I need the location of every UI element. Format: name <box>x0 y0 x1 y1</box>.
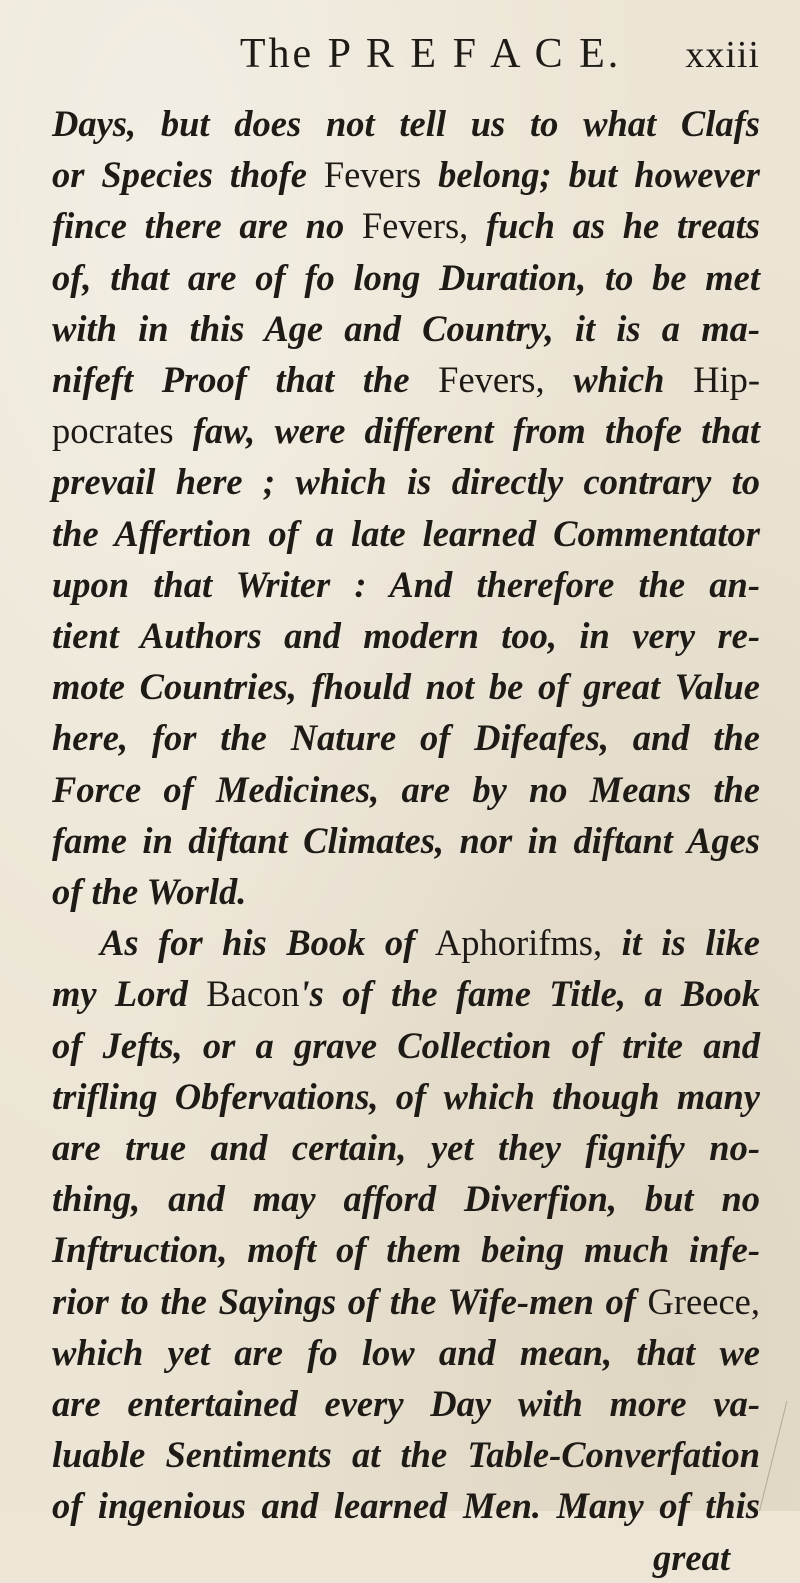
text-line <box>52 1276 760 1327</box>
italic-text-run: which yet are fo low and mean, that we <box>52 1331 760 1373</box>
roman-text-run: Greece, <box>647 1280 760 1322</box>
italic-text-run: luable Sentiments at the Table-Converfation <box>52 1434 760 1476</box>
roman-text-run: Aphorifms, <box>434 922 603 964</box>
text-line <box>52 1224 760 1275</box>
text-line <box>52 866 760 917</box>
italic-text-run: fame in diftant Climates, nor in diftant Ages <box>52 819 760 861</box>
italic-text-run: of Jefts, or a grave Collection of trite and <box>52 1024 760 1066</box>
text-line <box>52 559 760 610</box>
italic-text-run: it is like <box>602 922 761 964</box>
italic-text-run: tient Authors and modern too, in very re- <box>52 615 760 657</box>
text-line <box>52 1071 760 1122</box>
roman-text-run: Fevers <box>323 154 422 196</box>
italic-text-run: here, for the Nature of Difeafes, and the <box>52 717 760 759</box>
italic-text-run: prevail here ; which is directly contrary to <box>52 461 760 503</box>
text-line <box>52 1480 760 1531</box>
text-line <box>52 712 760 763</box>
text-line <box>52 1173 760 1224</box>
roman-text-run: Fevers, <box>438 359 545 401</box>
italic-text-run: are true and certain, yet they fignify no- <box>52 1127 760 1169</box>
italic-text-run: faw, were different from thofe that <box>173 410 760 452</box>
italic-text-run: As for his Book of <box>100 922 435 964</box>
italic-text-run: fince there are no <box>52 205 362 247</box>
text-line <box>52 661 760 712</box>
roman-text-run: Fevers, <box>361 205 469 247</box>
italic-text-run: rior to the Sayings of the Wife-men of <box>52 1280 648 1322</box>
running-title: The P R E F A C E. <box>239 31 622 77</box>
italic-text-run: with in this Age and Country, it is a ma- <box>52 307 760 349</box>
text-line <box>52 1122 760 1173</box>
body-text <box>52 98 760 1583</box>
text-line <box>52 200 760 251</box>
italic-text-run: of the World. <box>52 871 247 913</box>
italic-text-run: Days, but does not tell us to what Clafs <box>52 103 760 144</box>
text-line <box>52 149 760 200</box>
text-line <box>52 1020 760 1071</box>
text-line <box>52 252 760 303</box>
text-line <box>52 1327 760 1378</box>
text-line <box>52 968 760 1019</box>
page-number: xxiii <box>685 34 760 76</box>
text-line <box>52 405 760 456</box>
text-line <box>52 303 760 354</box>
italic-text-run: mote Countries, fhould not be of great Value <box>52 666 760 708</box>
italic-text-run: 's of the fame Title, a Book <box>299 973 761 1015</box>
text-line <box>52 917 760 968</box>
roman-text-run: pocrates <box>52 410 174 452</box>
italic-text-run: fuch as he treats <box>468 205 760 247</box>
italic-text-run: Force of Medicines, are by no Means the <box>52 768 760 810</box>
italic-text-run: upon that Writer : And therefore the an- <box>52 563 760 605</box>
italic-text-run: my Lord <box>52 973 207 1015</box>
italic-text-run: trifling Obfervations, of which though many <box>52 1075 760 1117</box>
italic-text-run: the Affertion of a late learned Commentator <box>52 512 760 554</box>
italic-text-run: thing, and may afford Diverfion, but no <box>52 1178 760 1220</box>
text-line <box>52 1378 760 1429</box>
text-line <box>52 354 760 405</box>
text-line <box>52 1429 760 1480</box>
italic-text-run: nifeft Proof that the <box>52 359 439 401</box>
text-line <box>52 764 760 815</box>
italic-text-run: which <box>544 359 694 401</box>
text-line <box>52 456 760 507</box>
text-line <box>52 610 760 661</box>
text-line <box>52 508 760 559</box>
italic-text-run: are entertained every Day with more va- <box>52 1383 760 1425</box>
page-corner-fold <box>759 1401 800 1511</box>
italic-text-run: or Species thofe <box>52 154 324 196</box>
text-line <box>52 815 760 866</box>
running-head <box>52 30 760 92</box>
text-line <box>52 98 760 149</box>
italic-text-run: belong; but however <box>421 154 760 196</box>
catchword: great <box>652 1536 730 1578</box>
italic-text-run: of ingenious and learned Men. Many of this <box>52 1485 760 1527</box>
italic-text-run: of, that are of fo long Duration, to be met <box>52 256 760 298</box>
roman-text-run: Hip- <box>693 359 760 401</box>
roman-text-run: Bacon <box>206 973 300 1015</box>
italic-text-run: Inftruction, moft of them being much infe- <box>52 1229 760 1271</box>
